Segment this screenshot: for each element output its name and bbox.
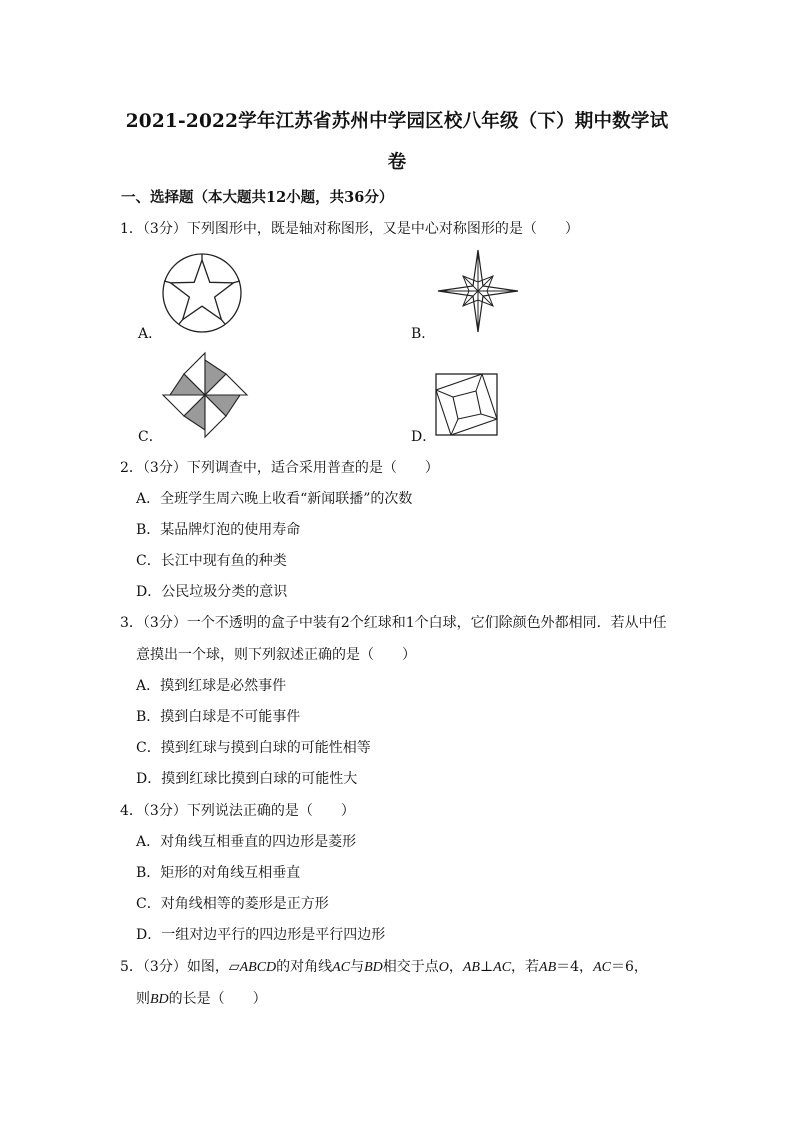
q1-option-b-label: B． — [411, 326, 436, 342]
parallelogram-symbol: ▱ — [228, 959, 240, 975]
q4-option-c: C．对角线相等的菱形是正方形 — [136, 896, 329, 912]
q2-option-b: B．某品牌灯泡的使用寿命 — [136, 522, 301, 538]
q1-option-d-label: D． — [411, 429, 437, 445]
q4-option-b: B．矩形的对角线互相垂直 — [136, 865, 301, 881]
q4-option-a: A．对角线互相垂直的四边形是菱形 — [136, 834, 357, 850]
document-title-line2: 卷 — [387, 152, 407, 173]
q5-text-5: ，若 — [511, 959, 540, 975]
q5-o: O — [438, 960, 449, 975]
q5-bd: BD — [364, 960, 383, 975]
q5-ac2: AC — [493, 960, 512, 975]
q5-line2-pre: 则 — [136, 991, 150, 1007]
figure-d-square-in-square — [435, 373, 499, 437]
q3-stem-line1: 3．（3分）一个不透明的盒子中装有2个红球和1个白球，它们除颜色外都相同．若从中任 — [120, 615, 667, 631]
q5-stem-line1 — [120, 956, 648, 976]
q1-option-a-label: A． — [138, 326, 163, 342]
q2-option-d: D．公民垃圾分类的意识 — [136, 584, 288, 600]
q5-eq2: ＝6， — [610, 959, 648, 975]
q3-option-c: C．摸到红球与摸到白球的可能性相等 — [136, 740, 371, 756]
document-title-line1: 2021-2022学年江苏省苏州中学园区校八年级（下）期中数学试 — [125, 111, 669, 132]
q4-stem: 4．（3分）下列说法正确的是（ ） — [120, 803, 355, 819]
q4-option-d: D．一组对边平行的四边形是平行四边形 — [136, 927, 386, 943]
q5-bd2: BD — [150, 992, 169, 1007]
q5-stem-line2 — [136, 988, 267, 1008]
q3-option-b: B．摸到白球是不可能事件 — [136, 709, 301, 725]
figure-c-pinwheel — [160, 350, 250, 440]
q5-text-3: 相交于点 — [382, 959, 439, 975]
q2-option-a: A．全班学生周六晚上收看“新闻联播”的次数 — [136, 491, 413, 507]
q5-line2-post: 的长是（ ） — [168, 991, 267, 1007]
figure-a-star-in-circle — [162, 253, 242, 333]
q5-text-4: ， — [448, 959, 463, 975]
q5-ac3: AC — [593, 960, 611, 975]
section-heading: 一、选择题（本大题共12小题，共36分） — [121, 189, 394, 206]
q2-stem: 2．（3分）下列调查中，适合采用普查的是（ ） — [120, 460, 439, 476]
q1-stem: 1．（3分）下列图形中，既是轴对称图形，又是中心对称图形的是（ ） — [120, 221, 579, 237]
q5-prefix: 5．（3分）如图， — [120, 959, 229, 975]
q2-option-c: C．长江中现有鱼的种类 — [136, 553, 287, 569]
perpendicular-symbol: ⊥ — [479, 959, 494, 975]
q3-option-a: A．摸到红球是必然事件 — [136, 678, 287, 694]
q5-ab2: AB — [539, 960, 557, 975]
q5-text-1: 的对角线 — [276, 959, 333, 975]
q5-ab: AB — [462, 960, 480, 975]
q5-eq1: ＝4， — [556, 959, 594, 975]
q5-ac: AC — [332, 960, 351, 975]
q1-option-c-label: C． — [138, 429, 163, 445]
q3-stem-line2: 意摸出一个球，则下列叙述正确的是（ ） — [136, 647, 416, 663]
q3-option-d: D．摸到红球比摸到白球的可能性大 — [136, 771, 358, 787]
figure-b-four-pointed-star — [437, 249, 519, 333]
q5-text-2: 与 — [350, 959, 365, 975]
q5-abcd: ABCD — [239, 960, 277, 975]
